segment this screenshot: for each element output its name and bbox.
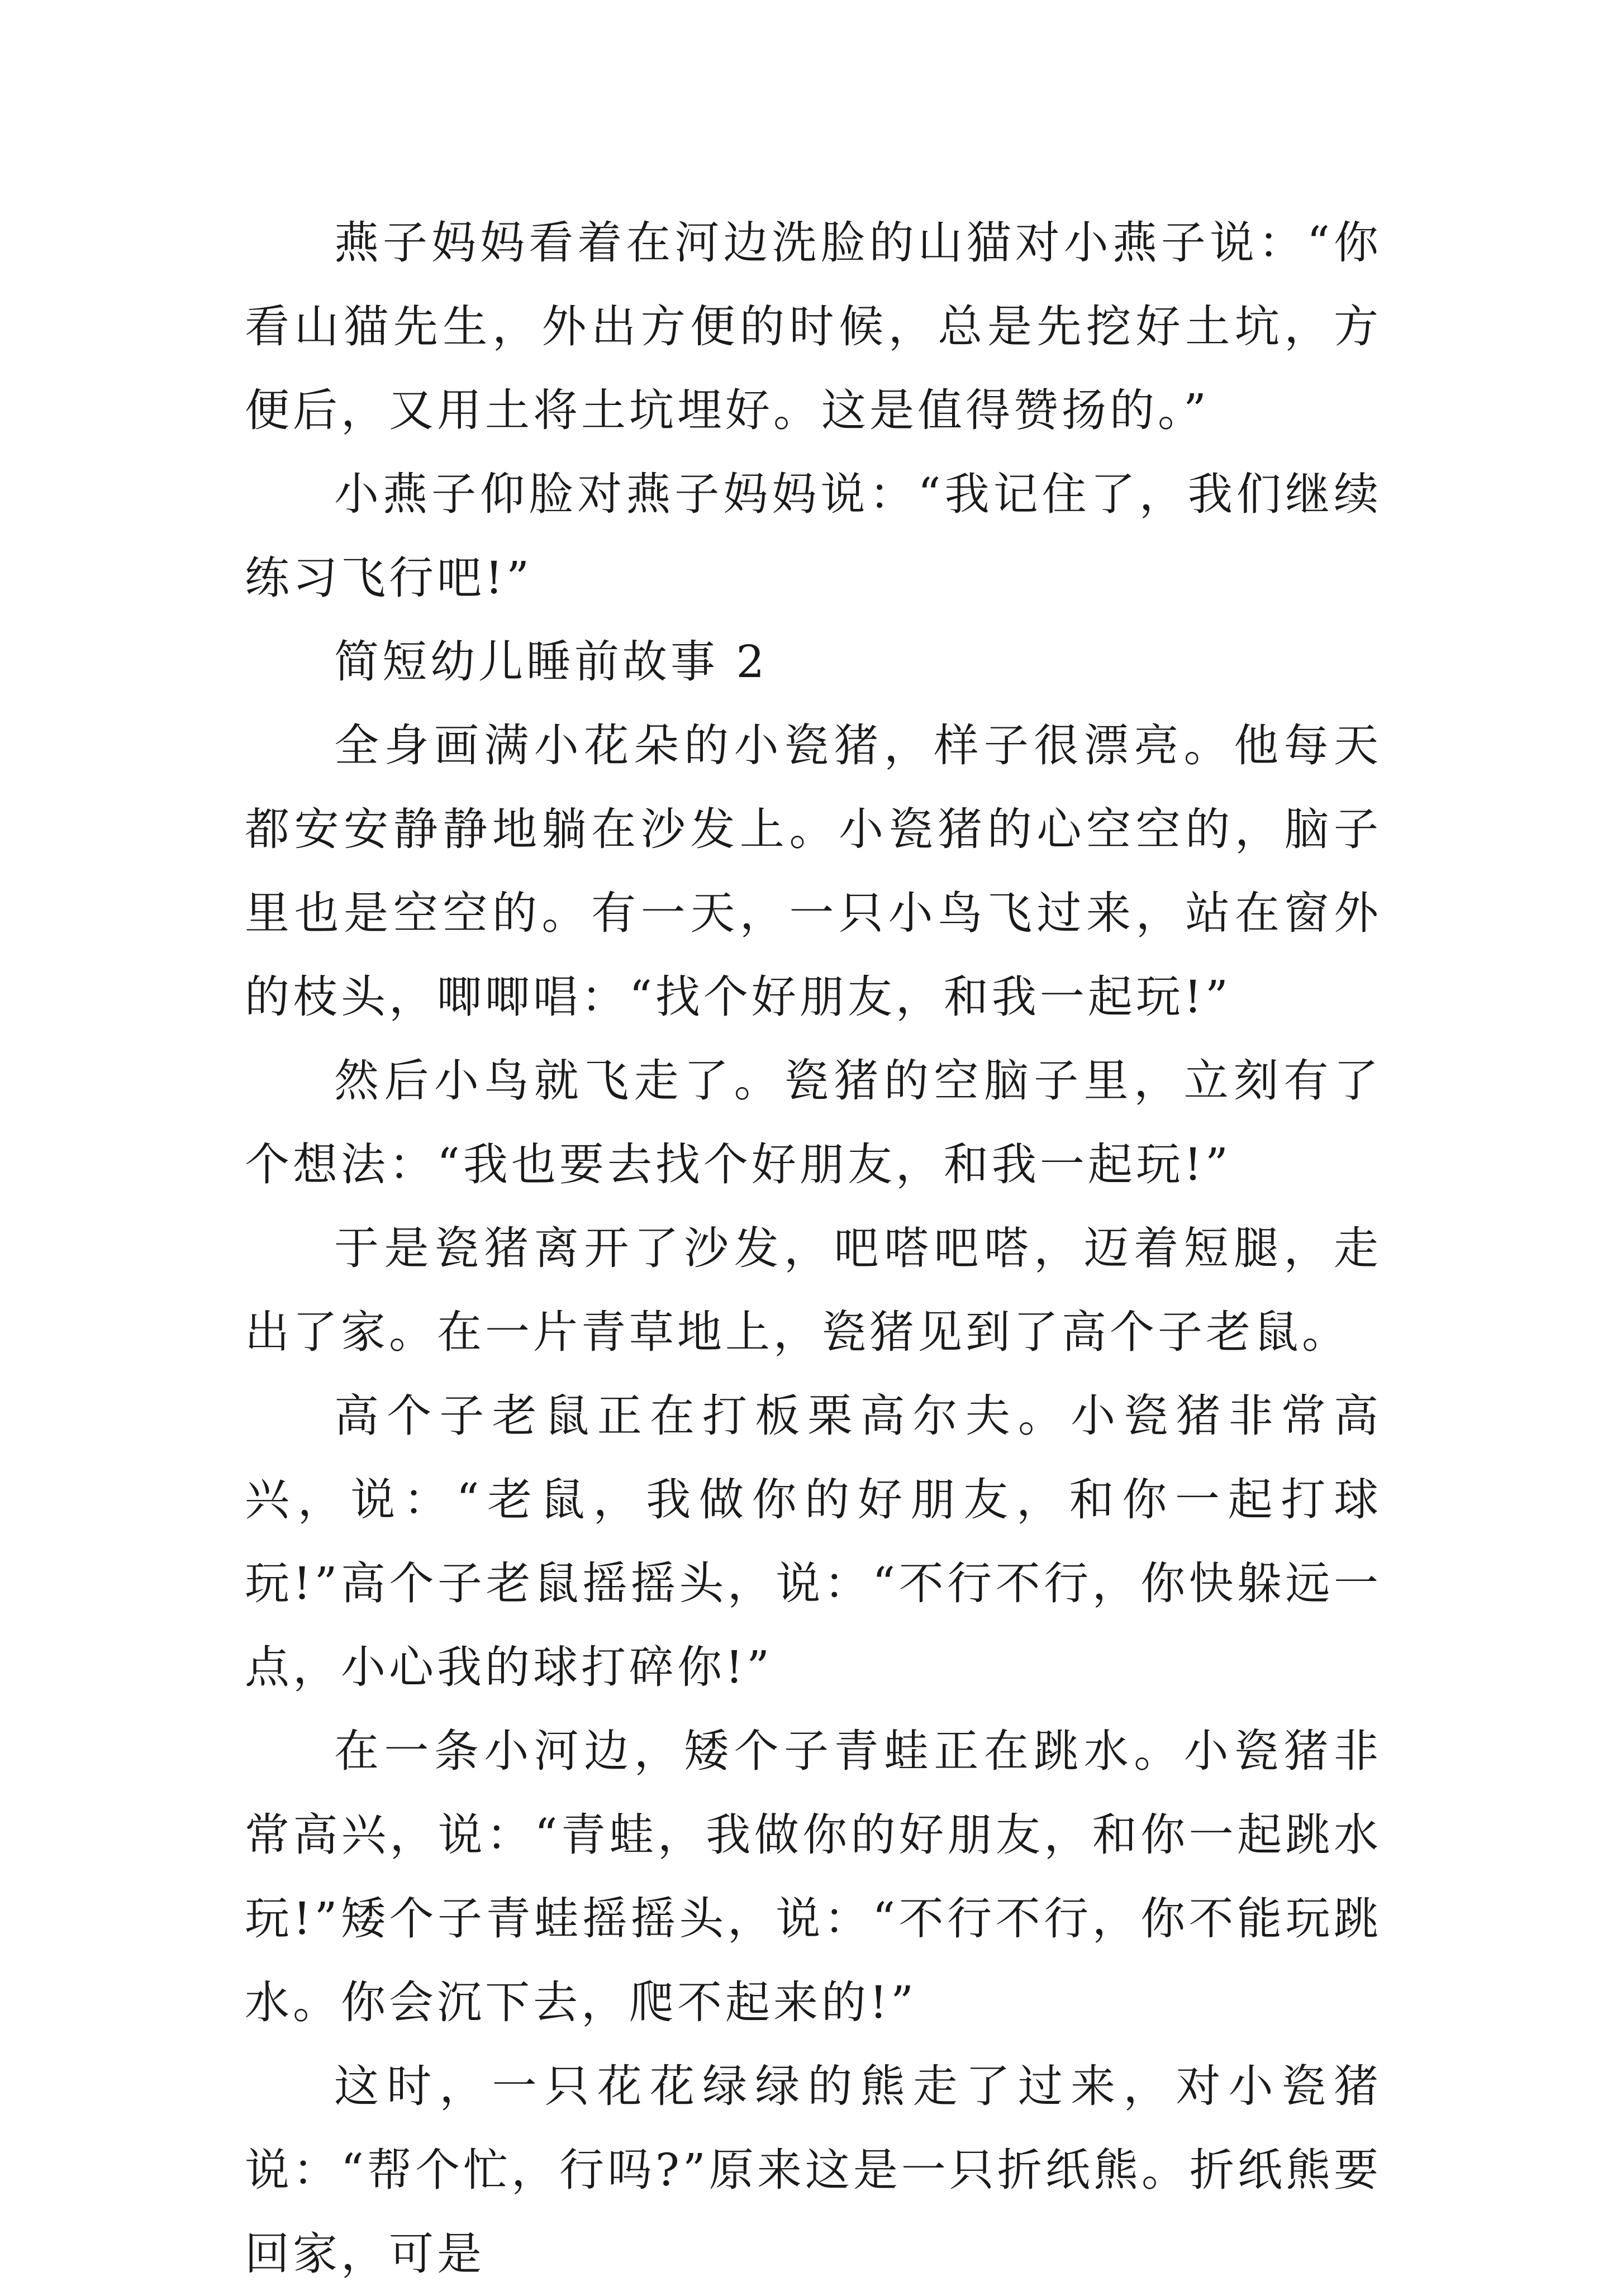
paragraph: 然后小鸟就飞走了。瓷猪的空脑子里，立刻有了个想法：“我也要去找个好朋友，和我一起玩!” bbox=[245, 1055, 1382, 1190]
paragraph: 全身画满小花朵的小瓷猪，样子很漂亮。他每天都安安静静地躺在沙发上。小瓷猪的心空空的，脑子里也是空空的。有一天，一只小鸟飞过来，站在窗外的枝头，唧唧唱：“找个好朋友，和我一起玩!” bbox=[245, 720, 1382, 1023]
paragraph: 这时，一只花花绿绿的熊走了过来，对小瓷猪说：“帮个忙，行吗?”原来这是一只折纸熊。折纸熊要回家，可是 bbox=[245, 2060, 1382, 2280]
section-heading: 简短幼儿睡前故事 2 bbox=[334, 636, 768, 688]
document-body bbox=[245, 201, 1382, 2296]
paragraph: 于是瓷猪离开了沙发，吧嗒吧嗒，迈着短腿，走出了家。在一片青草地上，瓷猪见到了高个子老鼠。 bbox=[245, 1222, 1382, 1358]
paragraph: 小燕子仰脸对燕子妈妈说：“我记住了，我们继续练习飞行吧!” bbox=[245, 468, 1382, 604]
paragraph: 高个子老鼠正在打板栗高尔夫。小瓷猪非常高兴，说：“老鼠，我做你的好朋友，和你一起打球玩!”高个子老鼠摇摇头，说：“不行不行，你快躲远一点，小心我的球打碎你!” bbox=[245, 1390, 1382, 1693]
paragraph: 燕子妈妈看着在河边洗脸的山猫对小燕子说：“你看山猫先生，外出方便的时候，总是先挖好土坑，方便后，又用土将土坑埋好。这是值得赞扬的。” bbox=[245, 217, 1382, 436]
paragraph: 在一条小河边，矮个子青蛙正在跳水。小瓷猪非常高兴，说：“青蛙，我做你的好朋友，和你一起跳水玩!”矮个子青蛙摇摇头，说：“不行不行，你不能玩跳水。你会沉下去，爬不起来的!” bbox=[245, 1725, 1382, 2028]
